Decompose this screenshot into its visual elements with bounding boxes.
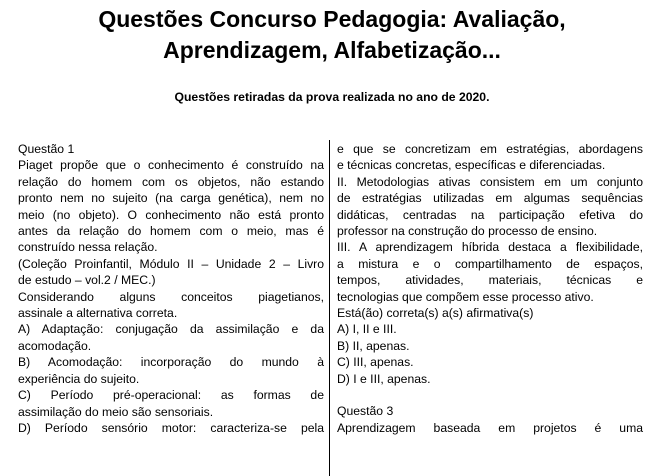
title-line-2: Aprendizagem, Alfabetização... xyxy=(163,37,501,63)
text-line: III. A aprendizagem híbrida destaca a flexibilidade, xyxy=(337,240,643,255)
text-line: de estratégias utilizadas em algumas sequências xyxy=(337,191,643,206)
text-line: antes da relação do homem com o meio, mas é xyxy=(18,224,324,239)
text-line: B) Acomodação: incorporação do mundo à xyxy=(18,355,324,370)
text-line: Piaget propõe que o conhecimento é construído na xyxy=(18,158,324,173)
text-line: de estudo – vol.2 / MEC.) xyxy=(18,273,156,288)
text-line: Está(ão) correta(s) a(s) afirmativa(s) xyxy=(337,306,534,321)
text-line: A) I, II e III. xyxy=(337,322,397,337)
text-line: tempos, atividades, materiais, técnicas e xyxy=(337,273,643,288)
text-line: experiência do sujeito. xyxy=(18,371,140,386)
text-line: Questão 3 xyxy=(337,404,394,419)
text-line: B) II, apenas. xyxy=(337,338,410,353)
text-line: Aprendizagem baseada em projetos é uma xyxy=(337,420,643,435)
text-line: Questão 1 xyxy=(18,142,75,156)
text-line: a mistura e o compartilhamento de espaços, xyxy=(337,256,643,271)
text-line: assinale a alternativa correta. xyxy=(18,306,178,321)
text-line: D) Período sensório motor: caracteriza-se pela xyxy=(18,420,324,435)
column-divider xyxy=(329,140,330,476)
text-line: II. Metodologias ativas consistem em um conjunto xyxy=(337,174,643,189)
text-line: C) Período pré-operacional: as formas de xyxy=(18,388,324,403)
text-line: didáticas, centradas na participação efetiva do xyxy=(337,207,643,222)
text-line: A) Adaptação: conjugação da assimilação e da xyxy=(18,322,324,337)
text-line: Considerando alguns conceitos piagetianos, xyxy=(18,289,324,304)
text-line: professor na construção do processo de ensino. xyxy=(337,224,598,239)
text-line: tecnologias que compõem esse processo ativo. xyxy=(337,289,594,304)
text-line: e técnicas concretas, específicas e diferenciadas. xyxy=(337,158,606,173)
document-title xyxy=(0,4,664,66)
text-line: C) III, apenas. xyxy=(337,355,414,370)
text-line: assimilação do meio são sensoriais. xyxy=(18,404,214,419)
text-line: (Coleção Proinfantil, Módulo II – Unidade 2 – Livro xyxy=(18,256,324,271)
left-column xyxy=(18,141,324,436)
document-subtitle: Questões retiradas da prova realizada no ano de 2020. xyxy=(174,90,490,104)
text-line: relação do homem com os objetos, não estando xyxy=(18,174,324,189)
text-line: construído nessa relação. xyxy=(18,240,158,255)
title-line-1: Questões Concurso Pedagogia: Avaliação, xyxy=(98,6,566,32)
text-line: e que se concretizam em estratégias, abordagens xyxy=(337,142,643,156)
text-line xyxy=(337,387,643,403)
text-line: acomodação. xyxy=(18,338,92,353)
text-line: pronto nem no sujeito (na carga genética), nem no xyxy=(18,191,324,206)
text-line: meio (no objeto). O conhecimento não está pronto xyxy=(18,207,324,222)
text-line: D) I e III, apenas. xyxy=(337,371,431,386)
right-column xyxy=(337,141,643,436)
